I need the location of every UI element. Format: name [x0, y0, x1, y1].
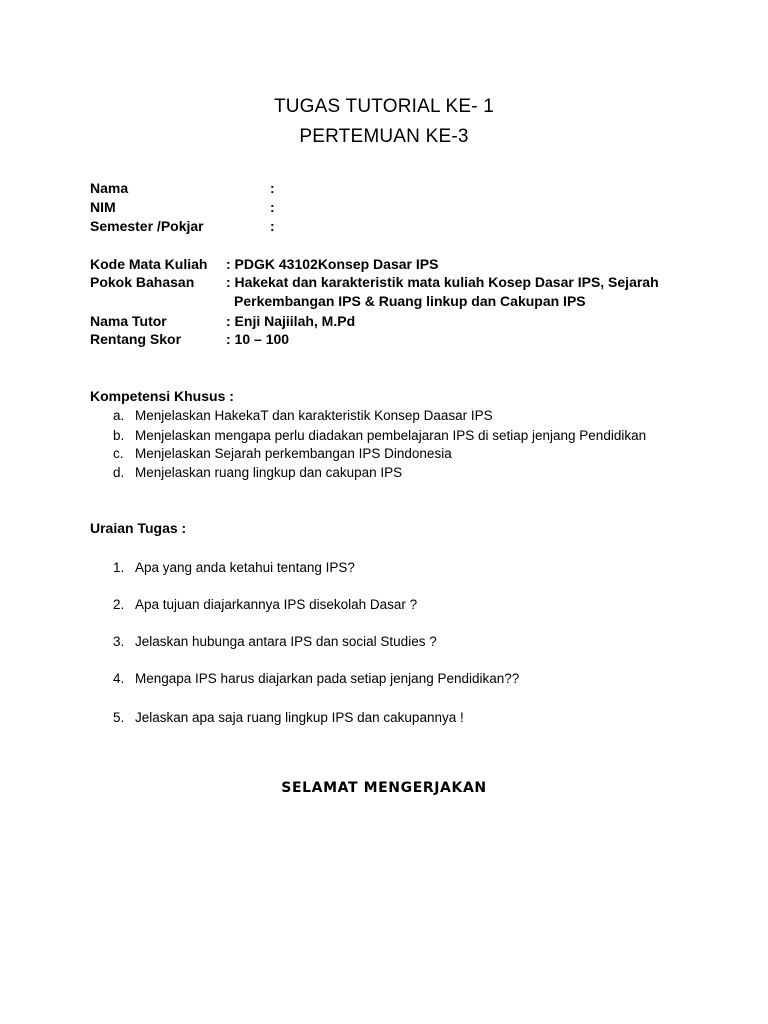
course-label: Pokok Bahasan: [90, 274, 195, 290]
list-text: Jelaskan apa saja ruang lingkup IPS dan cakupannya !: [135, 710, 464, 725]
identity-colon: :: [270, 218, 275, 234]
list-text: Jelaskan hubunga antara IPS dan social Studies ?: [135, 634, 437, 649]
list-text: Menjelaskan HakekaT dan karakteristik Konsep Daasar IPS: [135, 408, 493, 423]
list-text: Menjelaskan mengapa perlu diadakan pembelajaran IPS di setiap jenjang Pendidikan: [135, 428, 647, 443]
course-value: : Enji Najiilah, M.Pd: [226, 313, 356, 329]
list-marker: b.: [113, 428, 125, 443]
list-marker: a.: [113, 408, 125, 423]
list-marker: 5.: [113, 710, 125, 725]
course-label: Nama Tutor: [90, 313, 167, 329]
identity-label: Nama: [90, 180, 129, 196]
title-line-2: PERTEMUAN KE-3: [299, 126, 469, 147]
list-text: Menjelaskan ruang lingkup dan cakupan IPS: [135, 465, 403, 480]
uraian-heading: Uraian Tugas :: [90, 520, 187, 536]
closing-text: SELAMAT MENGERJAKAN: [281, 780, 487, 796]
list-text: Mengapa IPS harus diajarkan pada setiap jenjang Pendidikan??: [135, 671, 520, 686]
course-value: : PDGK 43102Konsep Dasar IPS: [226, 256, 439, 272]
title-line-1: TUGAS TUTORIAL KE- 1: [273, 96, 495, 117]
identity-label: NIM: [90, 199, 116, 215]
course-label: Kode Mata Kuliah: [90, 256, 208, 272]
list-marker: 1.: [113, 560, 125, 575]
identity-label: Semester /Pokjar: [90, 218, 204, 234]
course-value: : Hakekat dan karakteristik mata kuliah Kosep Dasar IPS, Sejarah: [226, 274, 659, 290]
list-marker: 3.: [113, 634, 125, 649]
list-marker: d.: [113, 465, 125, 480]
list-marker: c.: [113, 446, 124, 461]
kompetensi-heading: Kompetensi Khusus :: [90, 388, 234, 404]
list-marker: 4.: [113, 671, 125, 686]
identity-colon: :: [270, 180, 275, 196]
list-marker: 2.: [113, 597, 125, 612]
identity-colon: :: [270, 199, 275, 215]
list-text: Apa tujuan diajarkannya IPS disekolah Dasar ?: [135, 597, 418, 612]
list-text: Apa yang anda ketahui tentang IPS?: [135, 560, 355, 575]
course-value-continued: Perkembangan IPS & Ruang linkup dan Cakupan IPS: [234, 293, 586, 309]
course-value: : 10 – 100: [226, 331, 290, 347]
course-label: Rentang Skor: [90, 331, 182, 347]
list-text: Menjelaskan Sejarah perkembangan IPS Dindonesia: [135, 446, 452, 461]
